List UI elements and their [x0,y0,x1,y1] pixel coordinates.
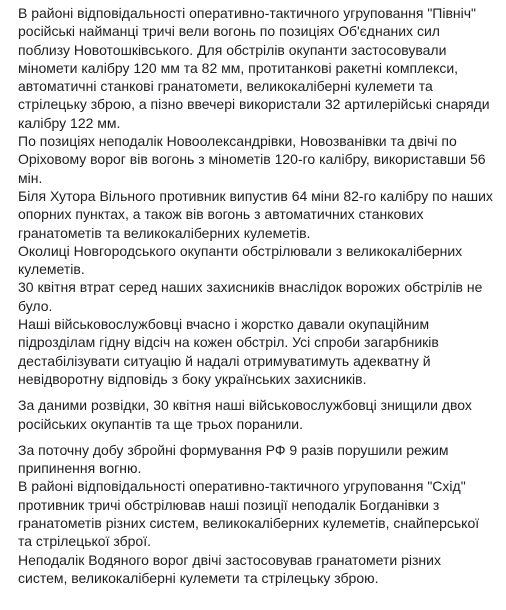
text-paragraph [18,396,498,433]
text-line: кулеметів. [18,261,85,278]
text-line: За даними розвідки, 30 квітня наші військовослужбовці знищили двох [18,397,472,414]
text-line: автоматичні станкові гранатомети, великокаліберні кулемети та [18,78,433,95]
paragraph-gap [18,388,498,396]
text-line: противник тричі обстрілював наші позиції неподалік Богданівки з [18,496,440,513]
text-line: поблизу Новотошківського. Для обстрілів окупанти застосовували [18,41,447,58]
text-paragraph [18,278,498,315]
text-line: міномети калібру 120 мм та 82 мм, протитанкові ракетні комплекси, [18,59,459,76]
text-paragraph [18,551,498,588]
text-paragraph [18,187,498,242]
text-line: гранатометів різних систем, великокаліберних кулеметів, снайперської [18,515,480,532]
text-line: стрілецьку зброю, а пізно ввечері використали 32 артилерійські снаряди [18,96,490,113]
text-paragraph [18,477,498,550]
text-line: Околиці Новгородського окупанти обстрілювали з великокаліберних [18,242,463,259]
text-line: опорних пунктах, а також вів вогонь з автоматичних станкових [18,206,424,223]
text-line: було. [18,297,53,314]
text-line: російських окупантів та ще трьох поранили. [18,415,303,432]
text-line: та стрілецької зброї. [18,533,151,550]
text-paragraph [18,315,498,388]
text-line: По позиціях неподалік Новоолександрівки, Новозванівки та двічі по [18,133,457,150]
text-line: гранатометів та великокаліберних кулеметів. [18,224,311,241]
text-line: невідворотну відповідь з боку українських захисників. [18,370,367,387]
text-line: Оріховому ворог вів вогонь з мінометів 120-го калібру, використавши 56 [18,151,486,168]
text-paragraph [18,441,498,478]
text-line: Біля Хутора Вільного противник випустив 64 міни 82-го калібру по наших [18,187,493,204]
text-line: Неподалік Водяного ворог двічі застосовував гранатомети різних [18,551,441,568]
text-line: В районі відповідальності оперативно-тактичного угруповання "Схід" [18,478,466,495]
text-line: В районі відповідальності оперативно-тактичного угруповання "Північ" [18,5,477,21]
text-paragraph [18,242,498,279]
text-line: російські найманці тричі вели вогонь по позиціях Об'єднаних сил [18,23,440,40]
text-line: систем, великокаліберні кулемети та стрілецьку зброю. [18,569,379,586]
text-line: припинення вогню. [18,460,142,477]
text-paragraph [18,132,498,187]
text-line: підрозділам гідну відсіч на кожен обстріл. Усі спроби загарбників [18,334,439,351]
text-paragraph [18,4,498,132]
text-line: дестабілізувати ситуацію й надалі отримуватимуть адекватну й [18,352,431,369]
text-line: За поточну добу збройні формування РФ 9 разів порушили режим [18,441,449,458]
text-line: калібру 122 мм. [18,114,121,131]
text-line: Наші військовослужбовці вчасно і жорстко давали окупаційним [18,316,430,333]
text-line: 30 квітня втрат серед наших захисників внаслідок ворожих обстрілів не [18,279,483,296]
text-line: мін. [18,169,43,186]
paragraph-gap [18,433,498,441]
